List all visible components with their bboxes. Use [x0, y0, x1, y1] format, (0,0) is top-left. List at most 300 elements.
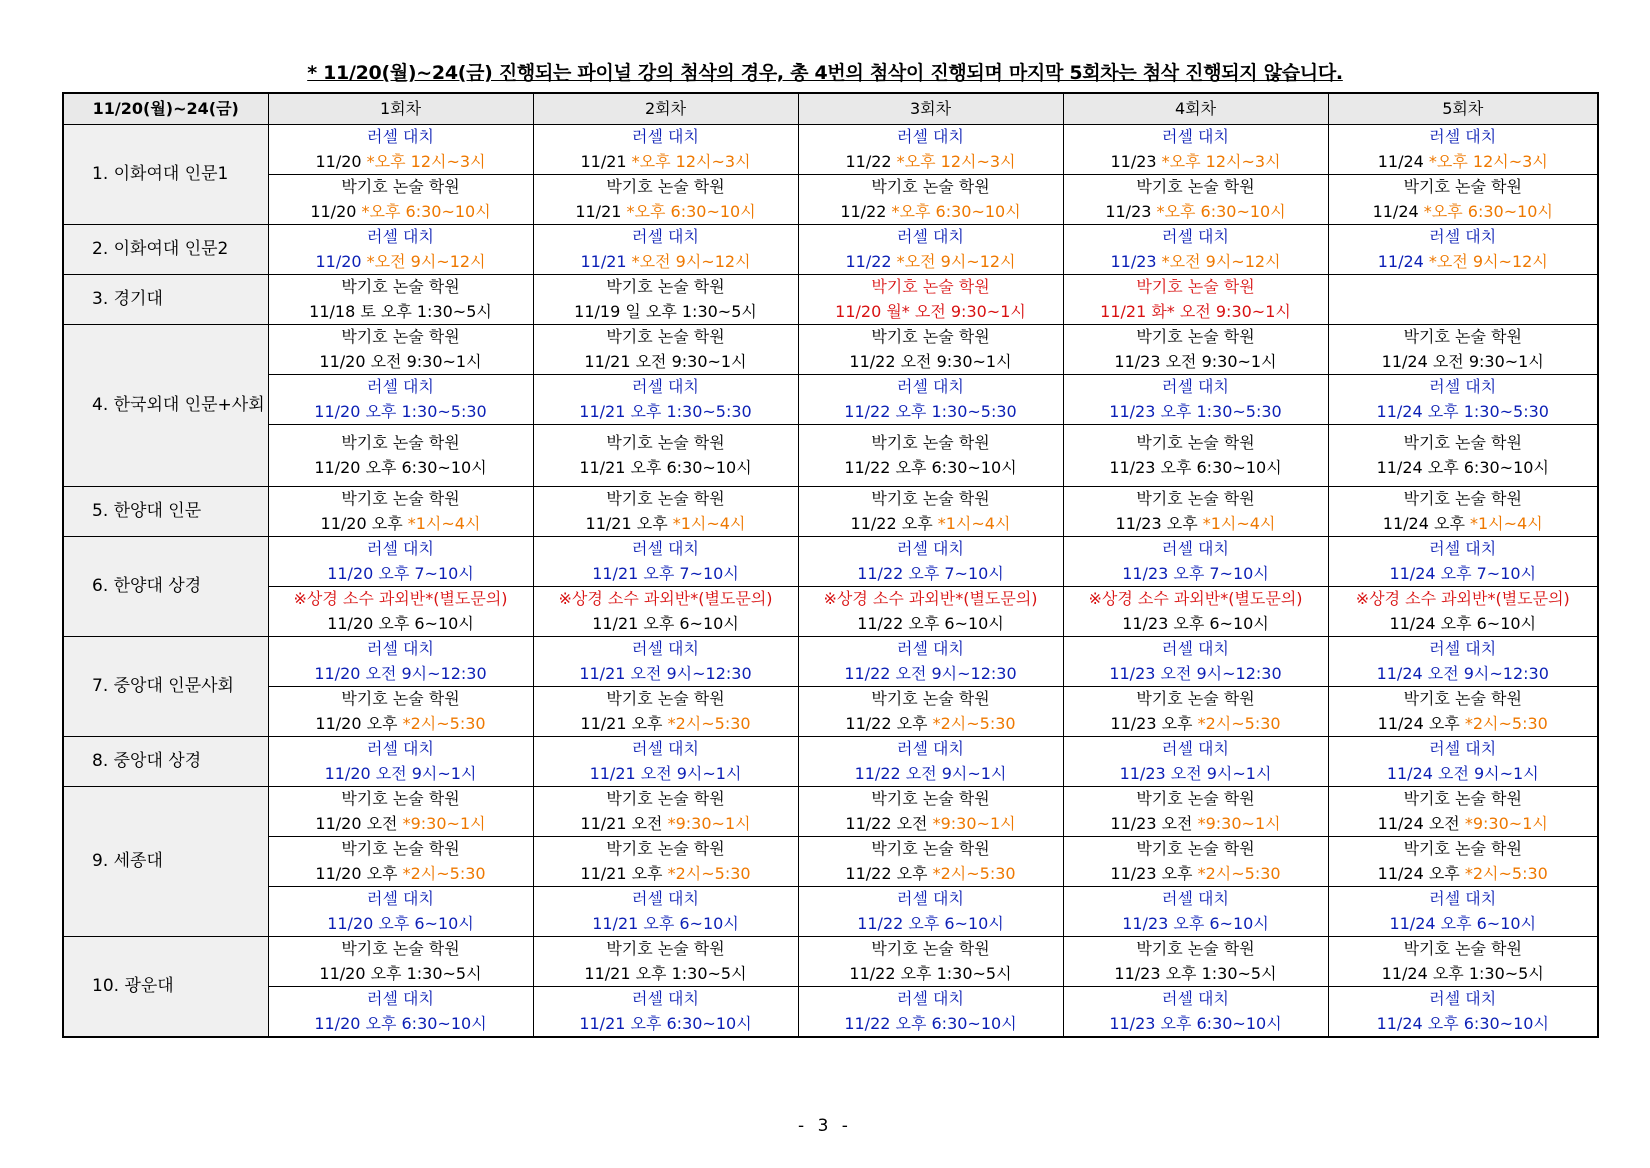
- cell-location-line: [799, 837, 1063, 862]
- cell-location-line: [534, 987, 798, 1012]
- time-text: 11/21: [580, 251, 632, 271]
- time-text: *오전 9시~12시: [1428, 251, 1548, 271]
- cell-time-line: [534, 250, 798, 275]
- schedule-cell: [533, 687, 798, 737]
- header-period: 11/20(월)~24(금): [63, 93, 268, 125]
- location-text: 러셀 대치: [1429, 739, 1497, 758]
- cell-location-line: [1064, 537, 1328, 562]
- location-text: 박기호 논술 학원: [341, 689, 460, 708]
- cell-location-line: [269, 275, 533, 300]
- table-row: [63, 175, 1598, 225]
- time-text: 11/22 오후 1:30~5시: [849, 963, 1012, 983]
- schedule-cell: [1328, 275, 1598, 325]
- time-text: 11/20: [315, 251, 367, 271]
- location-text: 러셀 대치: [1429, 639, 1497, 658]
- time-text: 11/22 오전 9:30~1시: [849, 351, 1012, 371]
- schedule-cell: [798, 737, 1063, 787]
- schedule-cell: [533, 225, 798, 275]
- university-name: 8. 중앙대 상경: [63, 737, 268, 787]
- schedule-cell: [798, 125, 1063, 175]
- schedule-cell: [533, 637, 798, 687]
- cell-time-line: [1329, 812, 1598, 837]
- schedule-cell: [268, 225, 533, 275]
- cell-location-line: [799, 987, 1063, 1012]
- cell-location-line: [534, 275, 798, 300]
- schedule-cell: [1063, 887, 1328, 937]
- table-row: [63, 375, 1598, 425]
- header-round-2: 2회차: [533, 93, 798, 125]
- location-text: 박기호 논술 학원: [606, 327, 725, 346]
- cell-location-line: [1329, 537, 1598, 562]
- location-text: 러셀 대치: [632, 377, 699, 396]
- time-text: 11/21 오후 6:30~10시: [579, 457, 752, 477]
- time-text: *1시~4시: [1202, 513, 1276, 533]
- schedule-cell: [1063, 325, 1328, 375]
- time-text: *2시~5:30: [1464, 713, 1548, 733]
- schedule-cell: [1328, 125, 1598, 175]
- location-text: 박기호 논술 학원: [341, 327, 460, 346]
- table-row: [63, 125, 1598, 175]
- cell-time-line: [1329, 1012, 1598, 1037]
- schedule-cell: [1328, 225, 1598, 275]
- time-text: 11/24 오후 1:30~5시: [1381, 963, 1544, 983]
- table-row: [63, 537, 1598, 587]
- time-text: *2시~5:30: [667, 713, 751, 733]
- time-text: *오후 6:30~10시: [891, 201, 1021, 221]
- schedule-cell: [798, 537, 1063, 587]
- time-text: 11/20 오전 9:30~1시: [319, 351, 482, 371]
- schedule-cell: [268, 487, 533, 537]
- cell-time-line: [799, 762, 1063, 787]
- cell-location-line: [1064, 225, 1328, 250]
- cell-time-line: [1064, 562, 1328, 587]
- cell-location-line: [799, 537, 1063, 562]
- cell-time-line: [534, 1012, 798, 1037]
- time-text: *9:30~1시: [1464, 813, 1548, 833]
- cell-location-line: [269, 787, 533, 812]
- cell-time-line: [269, 1012, 533, 1037]
- time-text: 11/21 오후: [580, 863, 668, 883]
- schedule-cell: [1063, 687, 1328, 737]
- schedule-cell: [1063, 737, 1328, 787]
- time-text: *오후 12시~3시: [896, 151, 1016, 171]
- location-text: 박기호 논술 학원: [1403, 789, 1522, 808]
- schedule-cell: [1328, 937, 1598, 987]
- location-text: 러셀 대치: [632, 739, 699, 758]
- schedule-cell: [798, 837, 1063, 887]
- time-text: 11/24 오전 9:30~1시: [1381, 351, 1544, 371]
- time-text: 11/24 오전 9시~1시: [1386, 763, 1539, 783]
- time-text: *2시~5:30: [402, 863, 486, 883]
- time-text: 11/24: [1377, 251, 1429, 271]
- schedule-cell: [1328, 687, 1598, 737]
- cell-time-line: [799, 350, 1063, 375]
- location-text: 러셀 대치: [367, 539, 434, 558]
- schedule-cell: [268, 537, 533, 587]
- location-text: 러셀 대치: [897, 127, 964, 146]
- cell-time-line: [534, 662, 798, 687]
- schedule-cell: [268, 325, 533, 375]
- location-text: 박기호 논술 학원: [606, 277, 725, 296]
- location-text: 러셀 대치: [632, 889, 699, 908]
- time-text: *2시~5:30: [667, 863, 751, 883]
- location-text: 박기호 논술 학원: [1403, 839, 1522, 858]
- cell-location-line: [269, 837, 533, 862]
- cell-time-line: [1064, 912, 1328, 937]
- location-text: 러셀 대치: [1429, 127, 1497, 146]
- schedule-cell: [268, 175, 533, 225]
- cell-time-line: [269, 612, 533, 637]
- schedule-cell: [1328, 737, 1598, 787]
- time-text: 11/22: [845, 251, 897, 271]
- schedule-cell: [1063, 637, 1328, 687]
- schedule-cell: [533, 537, 798, 587]
- time-text: 11/23 오후 7~10시: [1122, 563, 1269, 583]
- schedule-cell: [268, 687, 533, 737]
- schedule-cell: [1063, 425, 1328, 487]
- schedule-cell: [1328, 375, 1598, 425]
- location-text: ※상경 소수 과외반*(별도문의): [1088, 589, 1303, 608]
- table-row: [63, 487, 1598, 537]
- cell-location-line: [534, 225, 798, 250]
- cell-time-line: [799, 662, 1063, 687]
- cell-location-line: [269, 537, 533, 562]
- location-text: 박기호 논술 학원: [871, 839, 990, 858]
- location-text: 러셀 대치: [632, 639, 699, 658]
- schedule-cell: [1063, 125, 1328, 175]
- location-text: 박기호 논술 학원: [606, 789, 725, 808]
- time-text: 11/22 오후 6~10시: [857, 613, 1004, 633]
- table-row: [63, 787, 1598, 837]
- schedule-cell: [268, 937, 533, 987]
- cell-time-line: [1064, 762, 1328, 787]
- time-text: 11/24 오후 1:30~5:30: [1376, 401, 1549, 421]
- schedule-cell: [1328, 487, 1598, 537]
- time-text: 11/20 오후 1:30~5시: [319, 963, 482, 983]
- schedule-cell: [798, 275, 1063, 325]
- location-text: 박기호 논술 학원: [1136, 939, 1255, 958]
- time-text: 11/22 오후 1:30~5:30: [844, 401, 1017, 421]
- cell-location-line: [269, 375, 533, 400]
- schedule-cell: [1328, 175, 1598, 225]
- location-text: 러셀 대치: [1429, 227, 1497, 246]
- time-text: 11/21 오후 6~10시: [592, 913, 739, 933]
- time-text: 11/23 오후 1:30~5:30: [1109, 401, 1282, 421]
- cell-time-line: [534, 400, 798, 425]
- university-name: 4. 한국외대 인문+사회: [63, 325, 268, 487]
- schedule-cell: [268, 587, 533, 637]
- schedule-cell: [1063, 937, 1328, 987]
- cell-location-line: [1329, 987, 1598, 1012]
- table-row: [63, 987, 1598, 1038]
- location-text: 박기호 논술 학원: [341, 489, 460, 508]
- cell-time-line: [1064, 350, 1328, 375]
- schedule-cell: [268, 275, 533, 325]
- schedule-cell: [1328, 637, 1598, 687]
- location-text: 박기호 논술 학원: [1403, 433, 1522, 452]
- cell-time-line: [534, 712, 798, 737]
- university-name: 1. 이화여대 인문1: [63, 125, 268, 225]
- cell-location-line: [534, 887, 798, 912]
- time-text: 11/20 오전 9시~1시: [324, 763, 477, 783]
- table-row: [63, 887, 1598, 937]
- cell-time-line: [1064, 400, 1328, 425]
- time-text: *오전 9시~12시: [896, 251, 1016, 271]
- cell-location-line: [534, 637, 798, 662]
- time-text: *2시~5:30: [402, 713, 486, 733]
- location-text: 러셀 대치: [1162, 889, 1229, 908]
- cell-time-line: [799, 812, 1063, 837]
- university-name: 2. 이화여대 인문2: [63, 225, 268, 275]
- location-text: 박기호 논술 학원: [341, 177, 460, 196]
- time-text: 11/23 오전 9시~1시: [1119, 763, 1272, 783]
- schedule-cell: [268, 737, 533, 787]
- location-text: 러셀 대치: [632, 989, 699, 1008]
- location-text: 러셀 대치: [367, 377, 434, 396]
- cell-time-line: [269, 912, 533, 937]
- schedule-cell: [533, 325, 798, 375]
- time-text: 11/24 오후 6:30~10시: [1376, 1013, 1549, 1033]
- cell-location-line: [1064, 587, 1328, 612]
- time-text: *2시~5:30: [1197, 863, 1281, 883]
- cell-location-line: [269, 887, 533, 912]
- location-text: 러셀 대치: [1429, 989, 1497, 1008]
- cell-time-line: [799, 1012, 1063, 1037]
- cell-time-line: [534, 150, 798, 175]
- location-text: 러셀 대치: [1162, 539, 1229, 558]
- header-round-4: 4회차: [1063, 93, 1328, 125]
- cell-location-line: [799, 737, 1063, 762]
- schedule-cell: [1063, 175, 1328, 225]
- cell-time-line: [534, 812, 798, 837]
- schedule-cell: [1063, 837, 1328, 887]
- cell-time-line: [269, 456, 533, 481]
- location-text: 박기호 논술 학원: [1136, 789, 1255, 808]
- cell-time-line: [1064, 962, 1328, 987]
- cell-time-line: [799, 150, 1063, 175]
- cell-location-line: [1329, 837, 1598, 862]
- time-text: 11/24 오후 6~10시: [1389, 913, 1537, 933]
- cell-time-line: [1064, 456, 1328, 481]
- time-text: 11/22: [845, 151, 897, 171]
- cell-time-line: [1064, 712, 1328, 737]
- schedule-cell: [798, 787, 1063, 837]
- time-text: *1시~4시: [937, 513, 1011, 533]
- cell-location-line: [1064, 787, 1328, 812]
- cell-location-line: [269, 687, 533, 712]
- time-text: 11/22 오후: [850, 513, 938, 533]
- cell-location-line: [1329, 787, 1598, 812]
- schedule-cell: [268, 837, 533, 887]
- cell-time-line: [799, 912, 1063, 937]
- cell-location-line: [269, 325, 533, 350]
- schedule-cell: [798, 637, 1063, 687]
- location-text: ※상경 소수 과외반*(별도문의): [823, 589, 1038, 608]
- cell-location-line: [1329, 431, 1598, 456]
- cell-location-line: [269, 487, 533, 512]
- cell-location-line: [534, 325, 798, 350]
- location-text: 러셀 대치: [1429, 889, 1497, 908]
- cell-time-line: [534, 512, 798, 537]
- location-text: 박기호 논술 학원: [1136, 839, 1255, 858]
- time-text: 11/23 오후 6:30~10시: [1109, 457, 1282, 477]
- cell-time-line: [1329, 762, 1598, 787]
- time-text: 11/20 오후 6:30~10시: [314, 457, 487, 477]
- cell-time-line: [1064, 250, 1328, 275]
- location-text: 박기호 논술 학원: [871, 689, 990, 708]
- location-text: 박기호 논술 학원: [1136, 177, 1255, 196]
- time-text: *오후 6:30~10시: [626, 201, 756, 221]
- schedule-cell: [798, 487, 1063, 537]
- cell-location-line: [269, 225, 533, 250]
- time-text: 11/24: [1377, 151, 1429, 171]
- location-text: 박기호 논술 학원: [1136, 489, 1255, 508]
- time-text: 11/22 오후: [845, 863, 933, 883]
- cell-location-line: [1064, 325, 1328, 350]
- cell-time-line: [269, 862, 533, 887]
- cell-location-line: [269, 175, 533, 200]
- cell-time-line: [269, 350, 533, 375]
- schedule-cell: [268, 425, 533, 487]
- cell-time-line: [1064, 612, 1328, 637]
- cell-time-line: [799, 562, 1063, 587]
- time-text: 11/24: [1372, 201, 1424, 221]
- location-text: ※상경 소수 과외반*(별도문의): [293, 589, 508, 608]
- time-text: *오전 9시~12시: [1161, 251, 1281, 271]
- cell-location-line: [1064, 431, 1328, 456]
- time-text: *2시~5:30: [932, 863, 1016, 883]
- time-text: 11/20 오전 9시~12:30: [314, 663, 487, 683]
- location-text: 러셀 대치: [632, 539, 699, 558]
- cell-time-line: [269, 200, 533, 225]
- cell-location-line: [799, 887, 1063, 912]
- location-text: 박기호 논술 학원: [606, 177, 725, 196]
- time-text: 11/22: [840, 201, 892, 221]
- location-text: 박기호 논술 학원: [871, 789, 990, 808]
- time-text: 11/20 오후 1:30~5:30: [314, 401, 487, 421]
- cell-location-line: [1329, 325, 1598, 350]
- cell-location-line: [1064, 987, 1328, 1012]
- time-text: 11/24 오전 9시~12:30: [1376, 663, 1549, 683]
- time-text: *1시~4시: [407, 513, 481, 533]
- cell-location-line: [534, 375, 798, 400]
- cell-time-line: [799, 300, 1063, 325]
- cell-time-line: [1329, 662, 1598, 687]
- time-text: 11/23 오후 6~10시: [1122, 613, 1269, 633]
- table-row: [63, 225, 1598, 275]
- schedule-cell: [533, 737, 798, 787]
- cell-location-line: [799, 275, 1063, 300]
- location-text: 박기호 논술 학원: [871, 277, 990, 296]
- schedule-cell: [798, 375, 1063, 425]
- cell-location-line: [799, 687, 1063, 712]
- time-text: *9:30~1시: [402, 813, 486, 833]
- time-text: *2시~5:30: [1464, 863, 1548, 883]
- university-name: 10. 광운대: [63, 937, 268, 1038]
- schedule-cell: [268, 375, 533, 425]
- cell-location-line: [534, 687, 798, 712]
- location-text: 박기호 논술 학원: [1403, 177, 1522, 196]
- schedule-cell: [533, 275, 798, 325]
- schedule-table: [62, 92, 1599, 1038]
- location-text: 러셀 대치: [897, 377, 964, 396]
- header-round-1: 1회차: [268, 93, 533, 125]
- cell-location-line: [269, 637, 533, 662]
- cell-time-line: [799, 712, 1063, 737]
- cell-time-line: [1329, 712, 1598, 737]
- cell-location-line: [1329, 737, 1598, 762]
- schedule-cell: [268, 987, 533, 1038]
- time-text: *오후 12시~3시: [1161, 151, 1281, 171]
- location-text: ※상경 소수 과외반*(별도문의): [1355, 589, 1570, 608]
- cell-time-line: [1329, 250, 1598, 275]
- cell-time-line: [799, 962, 1063, 987]
- cell-time-line: [1329, 350, 1598, 375]
- time-text: 11/23 오후 1:30~5시: [1114, 963, 1277, 983]
- time-text: 11/23 오후: [1115, 513, 1203, 533]
- location-text: 박기호 논술 학원: [1136, 277, 1255, 296]
- schedule-cell: [1063, 225, 1328, 275]
- time-text: 11/24 오후: [1382, 513, 1470, 533]
- time-text: 11/20 오후 7~10시: [327, 563, 474, 583]
- location-text: 러셀 대치: [367, 127, 434, 146]
- time-text: 11/20 오후: [315, 713, 403, 733]
- cell-time-line: [1064, 862, 1328, 887]
- cell-location-line: [1329, 937, 1598, 962]
- location-text: ※상경 소수 과외반*(별도문의): [558, 589, 773, 608]
- cell-location-line: [799, 487, 1063, 512]
- cell-time-line: [1064, 300, 1328, 325]
- cell-location-line: [534, 487, 798, 512]
- cell-time-line: [269, 562, 533, 587]
- location-text: 러셀 대치: [367, 227, 434, 246]
- time-text: 11/23 오후 6~10시: [1122, 913, 1269, 933]
- cell-time-line: [534, 562, 798, 587]
- cell-location-line: [534, 587, 798, 612]
- cell-location-line: [1064, 637, 1328, 662]
- location-text: 러셀 대치: [897, 539, 964, 558]
- cell-time-line: [1329, 456, 1598, 481]
- schedule-cell: [798, 325, 1063, 375]
- location-text: 러셀 대치: [367, 739, 434, 758]
- time-text: 11/21 오후 6:30~10시: [579, 1013, 752, 1033]
- cell-time-line: [1064, 200, 1328, 225]
- schedule-body: [63, 125, 1598, 1038]
- schedule-cell: [798, 987, 1063, 1038]
- time-text: *오후 6:30~10시: [361, 201, 491, 221]
- location-text: 박기호 논술 학원: [1403, 689, 1522, 708]
- schedule-cell: [533, 987, 798, 1038]
- cell-location-line: [1064, 487, 1328, 512]
- cell-time-line: [799, 250, 1063, 275]
- time-text: 11/21 오후: [580, 713, 668, 733]
- cell-location-line: [799, 787, 1063, 812]
- cell-location-line: [534, 837, 798, 862]
- time-text: 11/23: [1105, 201, 1157, 221]
- table-row: [63, 687, 1598, 737]
- location-text: 박기호 논술 학원: [1136, 433, 1255, 452]
- location-text: 러셀 대치: [1162, 989, 1229, 1008]
- cell-time-line: [1329, 912, 1598, 937]
- location-text: 박기호 논술 학원: [341, 839, 460, 858]
- cell-time-line: [534, 300, 798, 325]
- cell-time-line: [269, 712, 533, 737]
- location-text: 박기호 논술 학원: [871, 433, 990, 452]
- time-text: 11/21: [575, 201, 627, 221]
- time-text: *오전 9시~12시: [366, 251, 486, 271]
- time-text: 11/20: [315, 151, 367, 171]
- cell-location-line: [534, 175, 798, 200]
